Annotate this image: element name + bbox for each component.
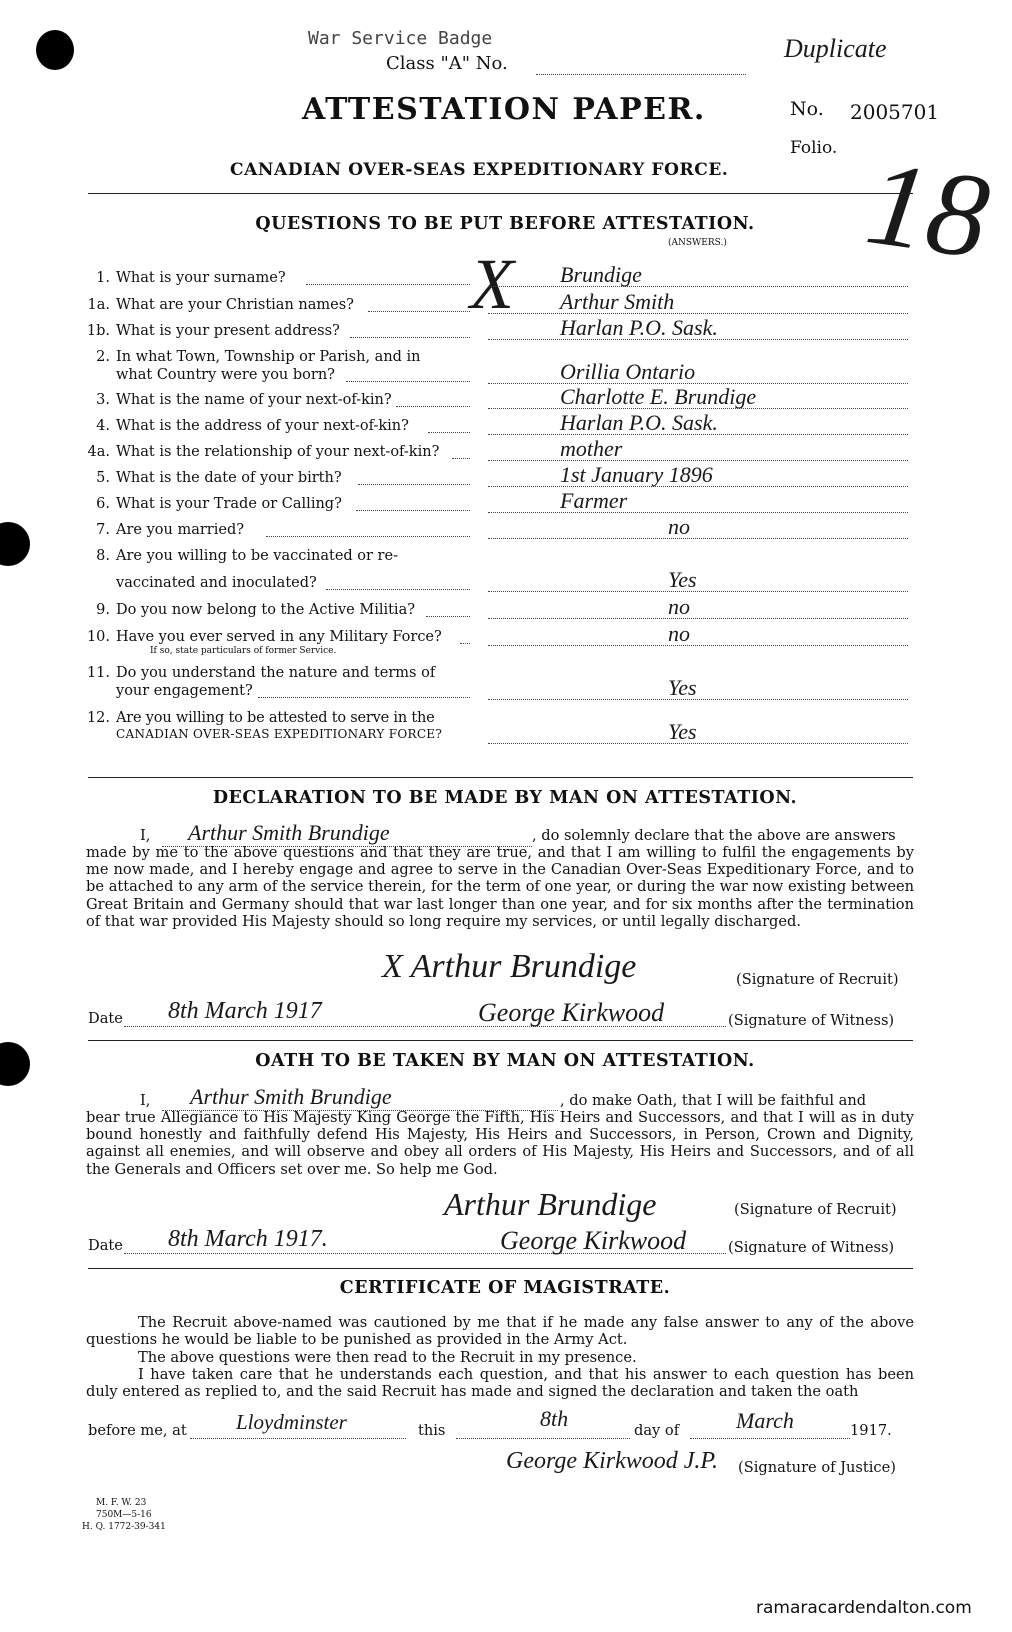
question-text: In what Town, Township or Parish, and in [116,349,421,365]
question-leader [350,337,470,338]
answer-value: Charlotte E. Brundige [560,384,757,409]
question-number: 10. [86,629,110,645]
question-number: 4. [96,418,110,434]
answer-value: Orillia Ontario [560,359,696,384]
question-text-continued: If so, state particulars of former Service. [150,646,337,656]
question-row [80,349,421,365]
question-row [80,444,439,460]
question-text: What is the address of your next-of-kin? [116,418,409,434]
declaration-witness-label: (Signature of Witness) [728,1012,895,1029]
duplicate-note: Duplicate [784,34,887,63]
question-text: Do you now belong to the Active Militia? [116,602,415,618]
punch-hole-top [36,30,74,70]
question-text: Are you willing to be vaccinated or re- [116,548,398,564]
question-text: Have you ever served in any Military Force? [116,629,442,645]
question-row [80,392,392,408]
declaration-name: Arthur Smith Brundige [188,820,390,845]
question-number: 1b. [86,323,110,339]
question-leader [428,432,470,433]
badge-line-2: Class "A" No. [386,53,508,74]
question-number: 1a. [87,297,110,313]
answer-value: mother [560,436,623,461]
justice-label: (Signature of Justice) [738,1459,896,1476]
answer-value: no [668,594,690,619]
question-number: 4a. [87,444,110,460]
declaration-line1: , do solemnly declare that the above are answers [532,827,896,844]
answer-line [488,313,908,314]
folio-label: Folio. [790,138,838,158]
day-of-label: day of [634,1422,680,1439]
question-row [80,602,415,618]
declaration-heading: DECLARATION TO BE MADE BY MAN ON ATTESTATION. [212,788,798,808]
question-leader [460,643,470,644]
certificate-year: 1917. [850,1422,892,1439]
question-leader [266,536,470,537]
question-number: 1. [96,270,110,286]
form-subtitle: CANADIAN OVER-SEAS EXPEDITIONARY FORCE. [230,160,729,180]
certificate-place: Lloydminster [236,1410,347,1434]
divider-certificate [88,1268,913,1269]
declaration-date-label: Date [88,1010,123,1027]
question-row [80,522,244,538]
certificate-p1 [86,1314,914,1348]
answer-value: 1st January 1896 [560,462,713,487]
question-row [80,270,286,286]
question-text: What is your surname? [116,270,286,286]
answer-value: Arthur Smith [560,289,675,314]
before-me-label: before me, at [88,1422,187,1439]
answer-line [488,618,908,619]
question-row [80,665,435,681]
certificate-p2 [86,1349,914,1366]
answer-line [488,512,908,513]
question-leader [306,284,470,285]
question-text-continued: what Country were you born? [116,367,335,383]
question-text: Are you married? [116,522,244,538]
badge-line-1: War Service Badge [308,28,493,49]
page-title: ATTESTATION PAPER. [302,92,706,127]
certificate-p2-text: The above questions were then read to the Recruit in my presence. [138,1349,637,1366]
declaration-i: I, [140,827,151,844]
declaration-recruit-label: (Signature of Recruit) [736,971,899,988]
site-watermark: ramaracardendalton.com [756,1598,972,1618]
answer-line [488,286,908,287]
answer-value: no [668,514,690,539]
question-leader [426,616,470,617]
answer-line [488,743,908,744]
divider-oath [88,1040,913,1041]
question-row [80,710,435,726]
answer-value: Harlan P.O. Sask. [560,410,718,435]
oath-name: Arthur Smith Brundige [190,1084,392,1109]
oath-date: 8th March 1917. [168,1226,328,1252]
answer-value: no [668,621,690,646]
question-text: What is your Trade or Calling? [116,496,342,512]
answers-label: (ANSWERS.) [668,238,727,248]
answer-value: Harlan P.O. Sask. [560,315,718,340]
question-text: Are you willing to be attested to serve in the [116,710,435,726]
oath-line1: , do make Oath, that I will be faithful and [560,1092,867,1109]
question-number: 8. [96,548,110,564]
question-text: What is the name of your next-of-kin? [116,392,392,408]
oath-witness-signature: George Kirkwood [500,1226,687,1255]
question-number: 11. [86,665,110,681]
certificate-day: 8th [540,1406,569,1431]
question-row [80,548,398,564]
day-line [456,1438,630,1439]
oath-body: bear true Allegiance to His Majesty King George the Fifth, His Heirs and Successors, and that I will as in duty bound honestly and faithfully defend His Majesty, His Heirs and Successors, in Person, Crown and Dignity, against all enemies, and will observe and obey all orders of His Majesty, His Heirs and Successors, and of all the Generals and Officers set over me. So help me God. [86,1109,914,1178]
form-code-2: 750M—5-16 [96,1510,152,1520]
place-line [190,1438,406,1439]
question-leader [258,697,470,698]
question-leader [358,484,470,485]
justice-signature: George Kirkwood J.P. [506,1448,718,1474]
oath-witness-label: (Signature of Witness) [728,1239,895,1256]
questions-heading: QUESTIONS TO BE PUT BEFORE ATTESTATION. [255,214,755,234]
question-text: What is your present address? [116,323,340,339]
question-text: What are your Christian names? [116,297,354,313]
question-text: Do you understand the nature and terms of [116,665,436,681]
badge-number-line [536,74,746,75]
certificate-p1-text: The Recruit above-named was cautioned by me that if he made any false answer to any of the above questions he would be liable to be punished as provided in the Army Act. [86,1314,914,1349]
answer-line [488,645,908,646]
declaration-date: 8th March 1917 [168,998,322,1024]
question-text-continued: vaccinated and inoculated? [116,575,317,591]
answer-line [488,460,908,461]
question-leader [452,458,470,459]
question-number: 5. [96,470,110,486]
this-label: this [418,1422,446,1439]
punch-hole-lower [0,1042,30,1086]
declaration-body: made by me to the above questions and that they are true, and that I am willing to fulfil the engagements by me now made, and I hereby engage and agree to serve in the Canadian Over-Seas Expeditionary Force, and to be attached to any arm of the service therein, for the term of one year, or during the war now existing between Great Britain and Germany should that war last longer than one year, and for six months after the termination of that war provided His Majesty should so long require my services, or until legally discharged. [86,844,914,930]
answer-value: Brundige [560,262,642,287]
question-number: 12. [86,710,110,726]
number-label: No. [790,98,824,120]
question-row [80,470,342,486]
question-number: 6. [96,496,110,512]
month-line [690,1438,850,1439]
question-number: 9. [96,602,110,618]
oath-recruit-label: (Signature of Recruit) [734,1201,897,1218]
answer-value: Farmer [560,488,628,513]
question-row [80,629,442,645]
answer-line [488,699,908,700]
divider-top [88,193,913,194]
question-row [80,297,354,313]
question-leader [326,589,470,590]
form-code-3: H. Q. 1772-39-341 [82,1522,166,1532]
regimental-number: 2005701 [850,100,940,124]
oath-heading: OATH TO BE TAKEN BY MAN ON ATTESTATION. [255,1051,755,1071]
question-text-continued: your engagement? [116,683,253,699]
question-text: What is the date of your birth? [116,470,342,486]
answer-value: Yes [668,567,697,592]
question-row [80,323,340,339]
divider-declaration [88,777,913,778]
question-number: 7. [96,522,110,538]
question-leader [368,311,470,312]
question-row [80,496,342,512]
surname-mark: X [470,244,514,324]
question-leader [396,406,470,407]
certificate-month: March [736,1408,794,1433]
question-row [80,418,409,434]
question-number: 2. [96,349,110,365]
answer-value: Yes [668,719,697,744]
answer-line [488,538,908,539]
certificate-p3 [86,1366,914,1400]
folio-mark: 18 [859,135,997,284]
certificate-p3-text: I have taken care that he understands each question, and that his answer to each question has been duly entered as replied to, and the said Recruit has made and signed the declaration and taken the oath [86,1366,914,1401]
answer-value: Yes [668,675,697,700]
oath-i: I, [140,1092,151,1109]
oath-recruit-signature: Arthur Brundige [444,1186,657,1222]
question-leader [346,381,470,382]
declaration-witness-signature: George Kirkwood [478,998,665,1027]
question-text-continued: CANADIAN OVER-SEAS EXPEDITIONARY FORCE? [116,727,443,741]
question-leader [356,510,470,511]
form-code-1: M. F. W. 23 [96,1498,147,1508]
question-number: 3. [96,392,110,408]
answer-line [488,591,908,592]
declaration-recruit-signature: X Arthur Brundige [382,948,637,985]
certificate-heading: CERTIFICATE OF MAGISTRATE. [339,1278,671,1298]
oath-date-label: Date [88,1237,123,1254]
question-text: What is the relationship of your next-of-kin? [116,444,440,460]
punch-hole-middle [0,522,30,566]
